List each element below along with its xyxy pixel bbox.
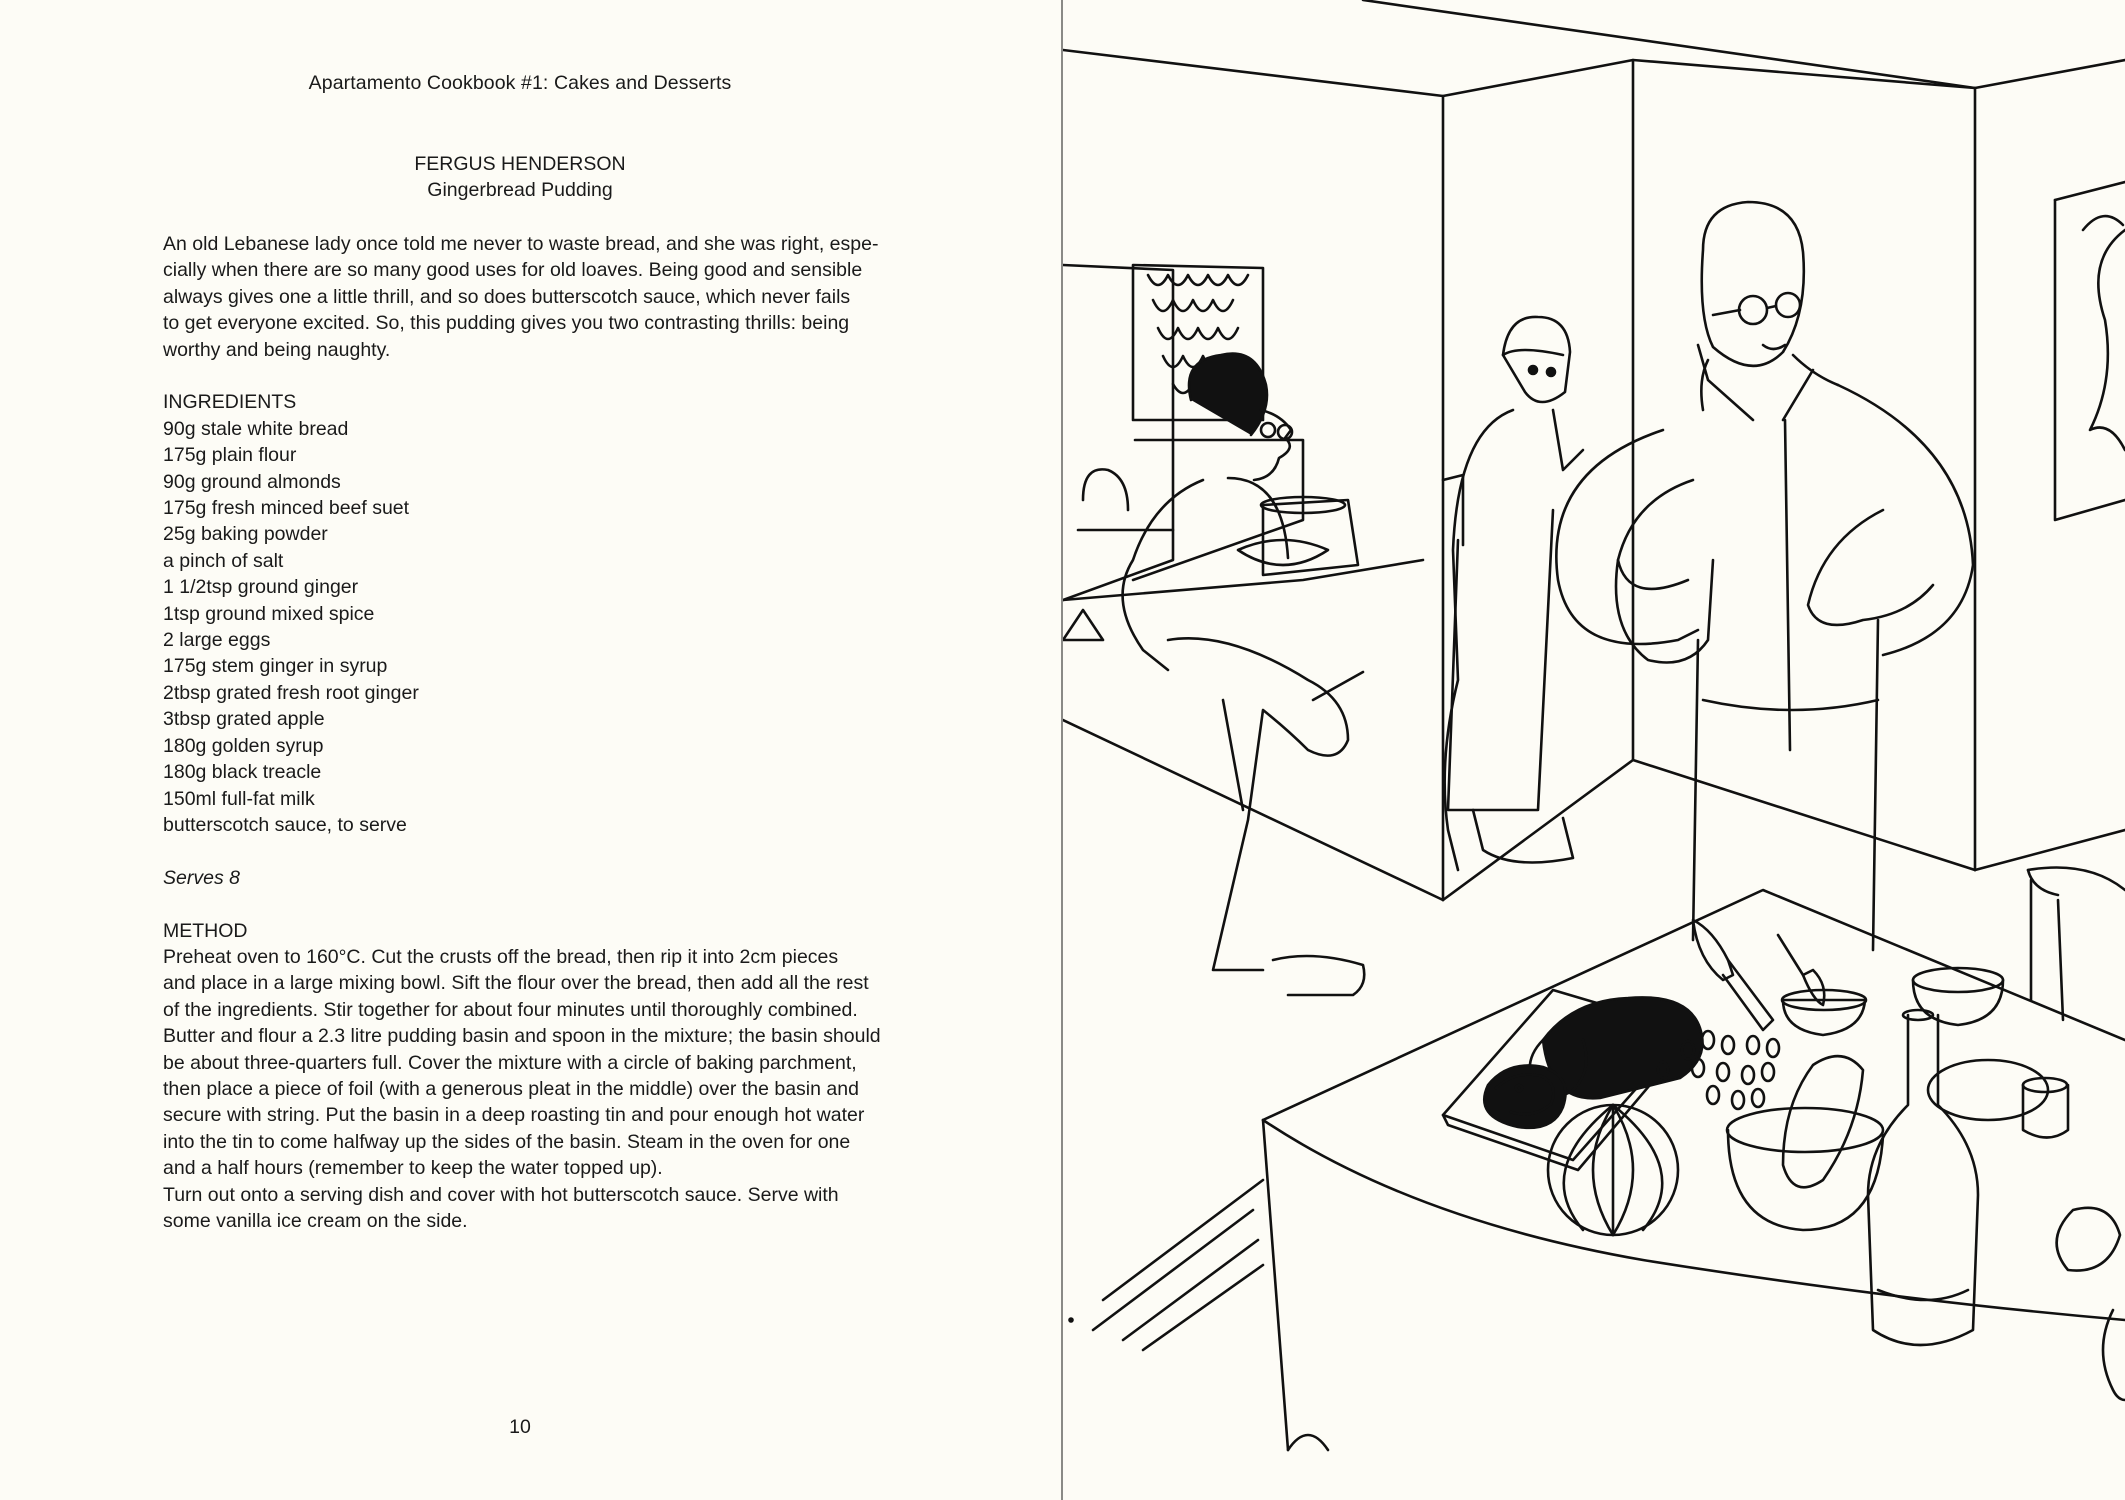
melon — [1548, 1105, 1678, 1235]
knife — [1693, 920, 1773, 1030]
room-walls — [1063, 0, 2125, 900]
whisk-bowl — [1778, 935, 1866, 1035]
kitchen-counter — [1063, 469, 1423, 640]
ingredient-item: 175g stem ginger in syrup — [163, 655, 388, 678]
method-section — [163, 918, 881, 1235]
left-page — [0, 0, 1061, 1500]
ingredient-item: 25g baking powder — [163, 523, 328, 546]
recipe-byline — [0, 151, 1040, 204]
kitchen-table — [1093, 890, 2125, 1450]
method-heading: METHOD — [163, 919, 248, 942]
ingredients-section — [163, 389, 876, 838]
ingredient-item: 90g stale white bread — [163, 417, 349, 440]
serves-note: Serves 8 — [163, 866, 240, 889]
ingredient-item: 1tsp ground mixed spice — [163, 602, 375, 625]
ingredient-item: 3tbsp grated apple — [163, 708, 325, 731]
bald-man — [1556, 202, 1973, 950]
recipe-author: FERGUS HENDERSON — [414, 153, 626, 175]
method-line: Turn out onto a serving dish and cover with hot butterscotch sauce. Serve with — [163, 1183, 839, 1206]
method-paragraph — [163, 944, 881, 1182]
chair — [2028, 868, 2125, 1021]
running-head: Apartamento Cookbook #1: Cakes and Desserts — [308, 72, 732, 94]
ingredient-item: 175g plain flour — [163, 444, 297, 467]
bread-board — [1443, 990, 1703, 1170]
ink-speck — [1070, 1319, 1073, 1322]
method-line: into the tin to come halfway up the sides of the basin. Steam in the oven for one — [163, 1130, 851, 1153]
intro-line: cially when there are so many good uses for old loaves. Being good and sensible — [163, 259, 863, 282]
method-line: of the ingredients. Stir together for about four minutes until thoroughly combined. — [163, 998, 858, 1021]
page-number: 10 — [509, 1416, 531, 1438]
ingredients-list — [163, 416, 876, 839]
ingredient-item: 2tbsp grated fresh root ginger — [163, 681, 419, 704]
method-line: some vanilla ice cream on the side. — [163, 1209, 468, 1232]
kitchen-illustration — [1063, 0, 2125, 1500]
recipe-body — [163, 231, 881, 1234]
ingredient-item: a pinch of salt — [163, 549, 284, 572]
ingredient-item: 1 1/2tsp ground ginger — [163, 576, 359, 599]
window — [1133, 265, 1303, 580]
method-line: then place a piece of foil (with a generous pleat in the middle) over the basin and — [163, 1077, 859, 1100]
intro-line: worthy and being naughty. — [163, 338, 391, 361]
ingredient-item: 150ml full-fat milk — [163, 787, 315, 810]
ingredient-item: 175g fresh minced beef suet — [163, 497, 410, 520]
method-line: secure with string. Put the basin in a deep roasting tin and pour enough hot water — [163, 1104, 865, 1127]
intro-paragraph — [163, 231, 879, 363]
method-line: and place in a large mixing bowl. Sift the flour over the bread, then add all the rest — [163, 972, 869, 995]
right-page — [1063, 0, 2125, 1500]
seated-woman — [1123, 354, 1365, 995]
ingredient-item: 90g ground almonds — [163, 470, 341, 493]
wall-picture — [2055, 182, 2125, 520]
ingredient-item: 180g golden syrup — [163, 734, 324, 757]
method-line: be about three-quarters full. Cover the mixture with a circle of baking parchment, — [163, 1051, 857, 1074]
bowls-and-glasses — [1913, 968, 2125, 1400]
intro-line: An old Lebanese lady once told me never to waste bread, and she was right, espe- — [163, 233, 879, 255]
recipe-title: Gingerbread Pudding — [427, 179, 613, 202]
method-line: Butter and flour a 2.3 litre pudding basin and spoon in the mixture; the basin should — [163, 1025, 881, 1048]
intro-line: to get everyone excited. So, this pudding gives you two contrasting thrills: being — [163, 312, 850, 335]
ingredient-item: 2 large eggs — [163, 629, 271, 652]
method-line: Preheat oven to 160°C. Cut the crusts off the bread, then rip it into 2cm pieces — [163, 945, 839, 968]
ingredient-item: 180g black treacle — [163, 761, 322, 784]
ingredients-heading: INGREDIENTS — [163, 391, 297, 414]
ingredient-item: butterscotch sauce, to serve — [163, 813, 407, 836]
method-line: and a half hours (remember to keep the water topped up). — [163, 1157, 663, 1180]
method-paragraph-final — [163, 1182, 876, 1235]
intro-line: always gives one a little thrill, and so does butterscotch sauce, which never fails — [163, 285, 851, 308]
